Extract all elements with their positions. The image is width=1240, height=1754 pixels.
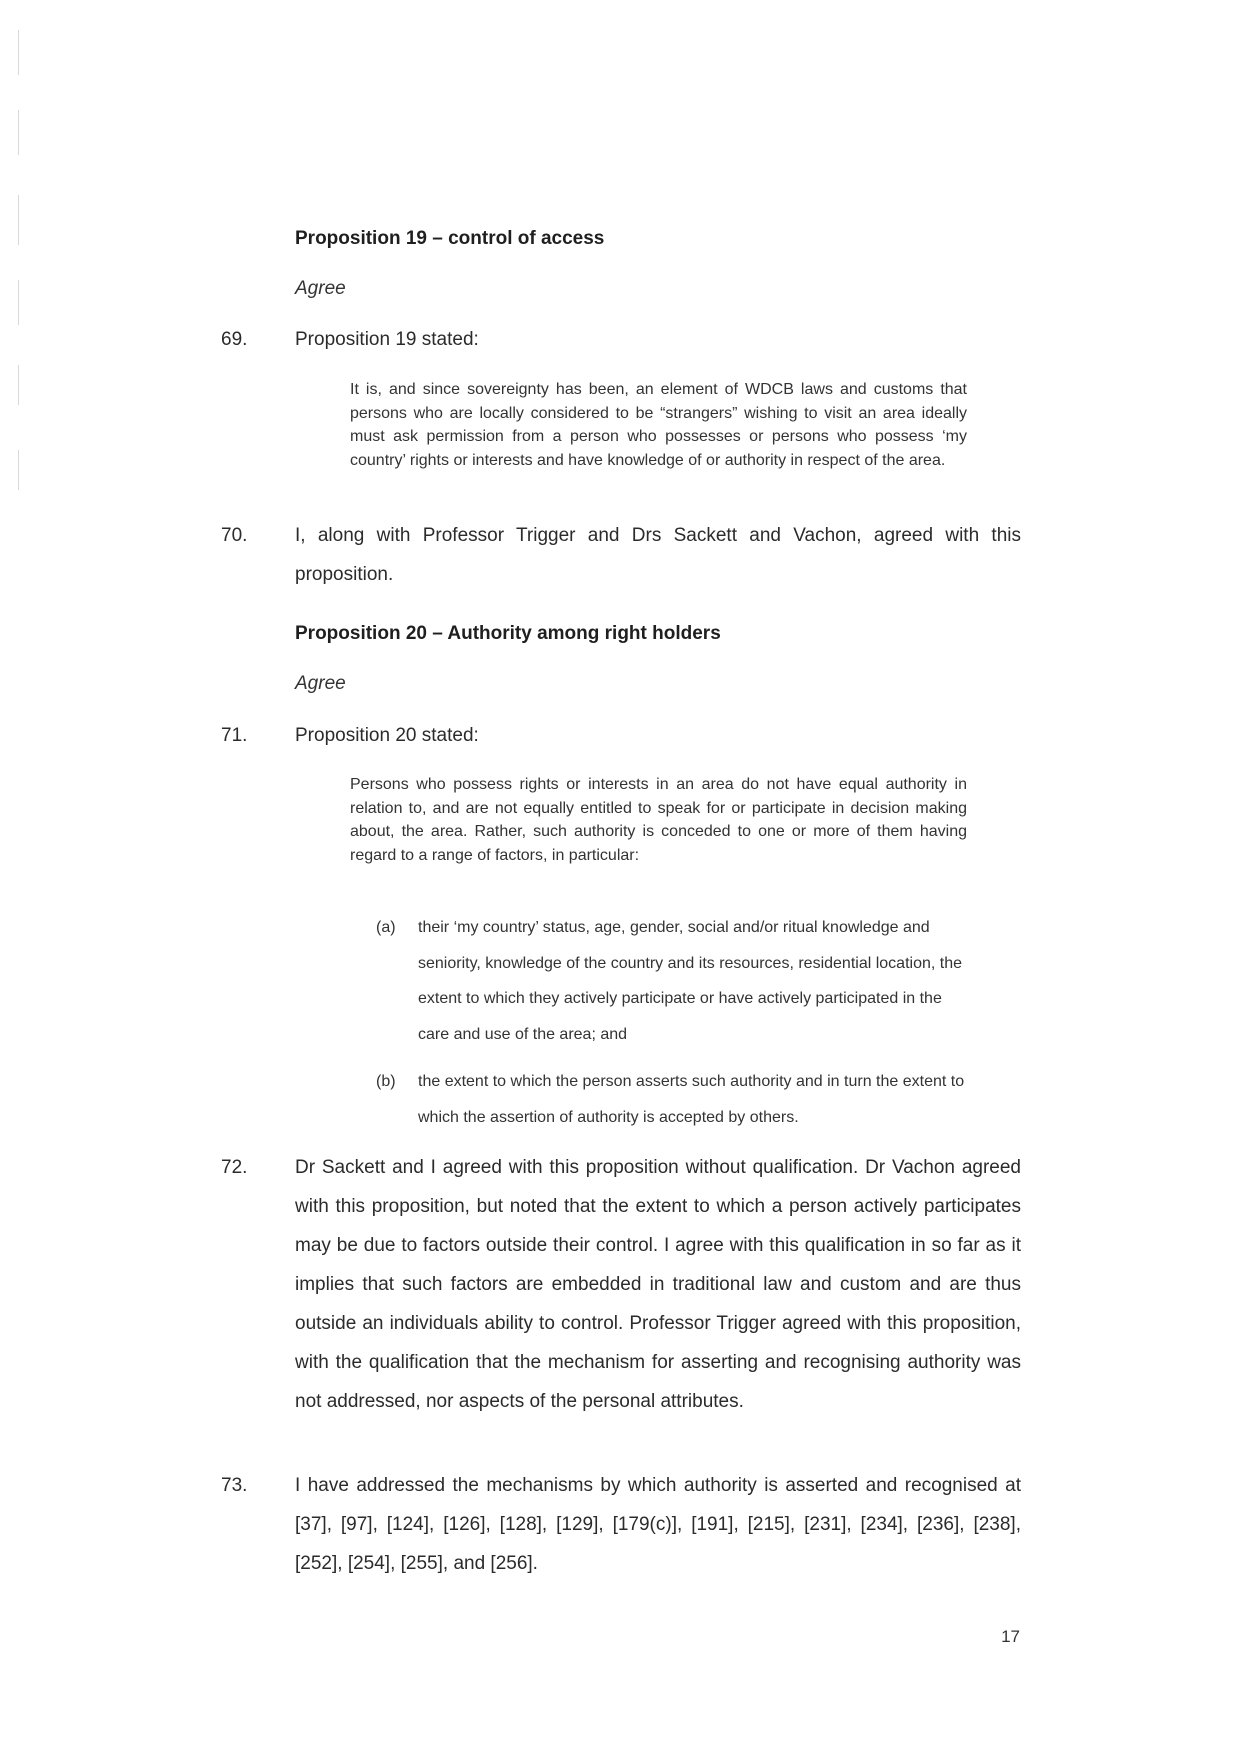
quote-item-text: their ‘my country’ status, age, gender, social and/or ritual knowledge and seniority, knowledge of the country and its resources, residential location, the extent to which they actively participate or have actively participated in the care and use of the area; and (418, 919, 962, 1043)
paragraph-text: I, along with Professor Trigger and Drs Sackett and Vachon, agreed with this proposition. (295, 525, 1021, 585)
paragraph-number: 73. (221, 1475, 248, 1496)
scan-artifact (18, 280, 19, 325)
paragraph-text: Proposition 20 stated: (295, 725, 479, 746)
quote-item-label: (b) (376, 1073, 396, 1090)
heading-proposition-20: Proposition 20 – Authority among right holders (295, 623, 721, 644)
quote-proposition-20: Persons who possess rights or interests in an area do not have equal authority in relation to, and are not equally entitled to speak for or participate in decision making about, the area. Rather, such authority is conceded to one or more of them having regard to a range of factors, in particular: (350, 776, 967, 864)
paragraph-69 (221, 320, 1021, 359)
quote-item-b (376, 1064, 976, 1135)
paragraph-text: I have addressed the mechanisms by which authority is asserted and recognised at [37], [97], [124], [126], [128], [129], [179(c)], [191], [215], [231], [234], [236], [238], [252], [254], [255], and [256]. (295, 1475, 1021, 1574)
paragraph-71 (221, 716, 1021, 755)
scan-artifact (18, 110, 19, 155)
scan-artifact (18, 365, 19, 405)
agree-label-20: Agree (295, 673, 346, 694)
paragraph-73 (221, 1466, 1021, 1583)
paragraph-number: 71. (221, 725, 248, 746)
paragraph-number: 72. (221, 1157, 248, 1178)
paragraph-number: 70. (221, 525, 248, 546)
quote-item-label: (a) (376, 919, 396, 936)
scan-artifact (18, 450, 19, 490)
paragraph-text: Proposition 19 stated: (295, 329, 479, 350)
quote-item-a (376, 910, 976, 1052)
paragraph-70 (221, 516, 1021, 594)
scan-artifact (18, 195, 19, 245)
heading-proposition-19: Proposition 19 – control of access (295, 228, 605, 249)
agree-label-19: Agree (295, 278, 346, 299)
paragraph-72 (221, 1148, 1021, 1421)
quote-proposition-19: It is, and since sovereignty has been, an element of WDCB laws and customs that persons who are locally considered to be “strangers” wishing to visit an area ideally must ask permission from a person who possesses or persons who possess ‘my country’ rights or interests and have knowledge of or authority in respect of the area. (350, 381, 967, 469)
scan-artifact (18, 30, 19, 75)
page-number: 17 (1001, 1627, 1020, 1646)
quote-item-text: the extent to which the person asserts such authority and in turn the extent to which the assertion of authority is accepted by others. (418, 1073, 965, 1126)
paragraph-number: 69. (221, 329, 248, 350)
paragraph-text: Dr Sackett and I agreed with this proposition without qualification. Dr Vachon agreed with this proposition, but noted that the extent to which a person actively participates may be due to factors outside their control. I agree with this qualification in so far as it implies that such factors are embedded in traditional law and custom and are thus outside an individuals ability to control. Professor Trigger agreed with this proposition, with the qualification that the mechanism for asserting and recognising authority was not addressed, nor aspects of the personal attributes. (295, 1157, 1021, 1412)
